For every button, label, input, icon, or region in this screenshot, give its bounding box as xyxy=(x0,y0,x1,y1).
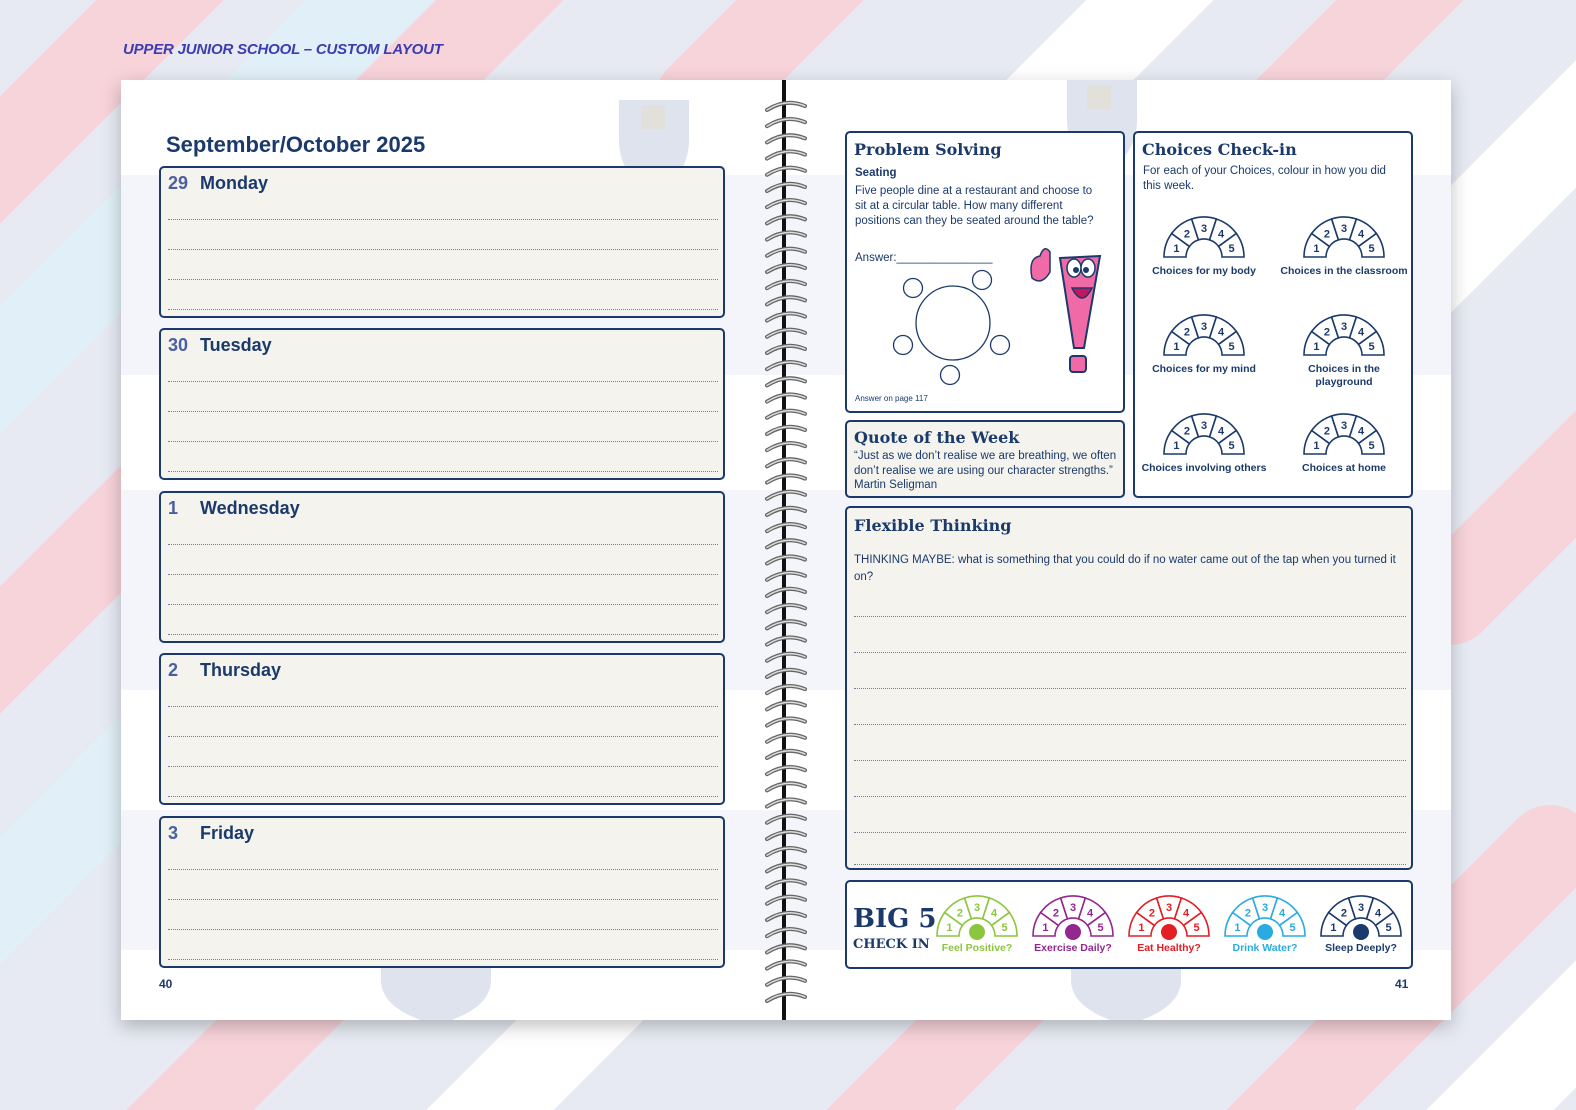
choice-label: Choices for my body xyxy=(1152,265,1256,277)
spiral-ring xyxy=(767,654,805,661)
rating-number: 2 xyxy=(1183,425,1191,438)
writing-line xyxy=(168,279,718,280)
spiral-ring xyxy=(767,362,805,369)
spiral-ring xyxy=(767,265,805,272)
spiral-ring xyxy=(767,961,805,968)
rating-number: 3 xyxy=(1340,321,1348,333)
rating-number: 5 xyxy=(1097,922,1104,935)
spiral-ring xyxy=(767,427,805,434)
spiral-ring xyxy=(767,459,805,466)
water-drop-icon xyxy=(1257,924,1273,940)
spiral-ring xyxy=(767,864,805,871)
spiral-ring xyxy=(767,492,805,499)
spiral-ring xyxy=(767,686,805,693)
spiral-ring xyxy=(767,540,805,547)
spiral-ring xyxy=(767,605,805,612)
flexible-prompt: THINKING MAYBE: what is something that you could do if no water came out of the tap when you turned it on? xyxy=(854,554,1396,583)
choice-rating-dial[interactable] xyxy=(1300,311,1388,364)
writing-line xyxy=(168,441,718,442)
spiral-ring xyxy=(767,573,805,580)
rating-number: 1 xyxy=(1173,440,1180,453)
spiral-ring xyxy=(767,346,805,353)
writing-line xyxy=(168,869,718,870)
spiral-ring xyxy=(767,735,805,742)
rating-number: 2 xyxy=(956,907,964,920)
spiral-ring xyxy=(767,232,805,239)
choice-rating-dial[interactable] xyxy=(1160,213,1248,266)
rating-number: 2 xyxy=(1148,907,1156,920)
problem-subtitle: Seating xyxy=(855,167,897,179)
spiral-ring xyxy=(767,751,805,758)
apple-icon xyxy=(1161,924,1177,940)
big5-title: BIG 5 xyxy=(853,904,937,934)
writing-line xyxy=(168,604,718,605)
writing-line xyxy=(168,219,718,220)
spiral-ring xyxy=(767,767,805,774)
spiral-ring xyxy=(767,297,805,304)
rating-number: 2 xyxy=(1244,907,1252,920)
panel-title: Choices Check-in xyxy=(1142,140,1297,159)
spiral-ring xyxy=(767,718,805,725)
rating-number: 1 xyxy=(1138,922,1145,935)
sleep-rating-dial[interactable] xyxy=(1317,892,1405,945)
day-name: Thursday xyxy=(200,660,282,680)
choice-label: Choices in the classroom xyxy=(1280,265,1408,277)
rating-number: 4 xyxy=(1217,326,1225,339)
writing-line xyxy=(854,688,1406,689)
answer-field[interactable]: Answer:_______________ xyxy=(855,252,993,264)
day-box-thursday[interactable] xyxy=(159,653,725,805)
rating-number: 3 xyxy=(1069,902,1077,914)
writing-line xyxy=(168,766,718,767)
writing-line xyxy=(854,796,1406,797)
big5-label: Eat Healthy? xyxy=(1137,942,1201,954)
big5-label: Sleep Deeply? xyxy=(1325,942,1397,954)
spiral-ring xyxy=(767,799,805,806)
spiral-ring xyxy=(767,978,805,985)
choice-rating-dial[interactable] xyxy=(1300,410,1388,463)
rating-number: 1 xyxy=(1173,341,1180,354)
rating-number: 2 xyxy=(1183,326,1191,339)
rating-number: 1 xyxy=(1173,243,1180,256)
spiral-ring xyxy=(767,621,805,628)
spiral-ring xyxy=(767,508,805,515)
writing-line xyxy=(854,652,1406,653)
rating-number: 5 xyxy=(1228,440,1235,453)
spiral-ring xyxy=(767,443,805,450)
rating-number: 4 xyxy=(1217,425,1225,438)
spiral-ring xyxy=(767,556,805,563)
day-number: 2 xyxy=(168,660,179,680)
spiral-ring xyxy=(767,475,805,482)
spiral-ring xyxy=(767,200,805,207)
panel-title: Problem Solving xyxy=(854,140,1002,159)
rating-number: 1 xyxy=(1234,922,1241,935)
spiral-ring xyxy=(767,637,805,644)
rating-number: 4 xyxy=(1374,907,1382,920)
choice-rating-dial[interactable] xyxy=(1300,213,1388,266)
page-number-left: 40 xyxy=(159,977,173,991)
rating-number: 4 xyxy=(1357,228,1365,241)
spiral-ring xyxy=(767,378,805,385)
rating-number: 3 xyxy=(1200,420,1208,432)
problem-solving-panel xyxy=(845,131,1125,413)
rating-number: 1 xyxy=(1313,243,1320,256)
spiral-ring xyxy=(767,313,805,320)
writing-line xyxy=(168,634,718,635)
writing-line xyxy=(168,411,718,412)
rating-number: 4 xyxy=(1357,425,1365,438)
spiral-ring xyxy=(767,330,805,337)
quote-text: “Just as we don’t realise we are breathing, we often don’t realise we are using our character strengths.” Martin Seligman xyxy=(854,450,1117,491)
day-box-tuesday[interactable] xyxy=(159,328,725,480)
apple-rating-dial[interactable] xyxy=(1125,892,1213,945)
big5-checkin-panel xyxy=(845,880,1413,969)
rating-number: 1 xyxy=(1330,922,1337,935)
day-number: 1 xyxy=(168,498,179,518)
thumbs-up-rating-dial[interactable] xyxy=(933,892,1021,945)
thumbs-up-icon xyxy=(969,924,985,940)
choice-rating-dial[interactable] xyxy=(1160,410,1248,463)
spiral-ring xyxy=(767,119,805,126)
choice-label: Choices in the playground xyxy=(1308,363,1380,388)
spiral-ring xyxy=(767,168,805,175)
writing-line xyxy=(168,959,718,960)
writing-line xyxy=(168,736,718,737)
rating-number: 3 xyxy=(1357,902,1365,914)
rating-number: 5 xyxy=(1368,440,1375,453)
spiral-ring xyxy=(767,929,805,936)
rating-number: 5 xyxy=(1193,922,1200,935)
choice-label: Choices at home xyxy=(1301,462,1387,474)
choice-label: Choices for my mind xyxy=(1152,363,1256,375)
spiral-ring xyxy=(767,880,805,887)
rating-number: 2 xyxy=(1340,907,1348,920)
spiral-ring xyxy=(767,589,805,596)
rating-number: 4 xyxy=(1086,907,1094,920)
day-name: Tuesday xyxy=(200,335,272,355)
rating-number: 3 xyxy=(1261,902,1269,914)
rating-number: 4 xyxy=(1217,228,1225,241)
rating-number: 3 xyxy=(1340,223,1348,235)
spiral-ring xyxy=(767,524,805,531)
spiral-ring xyxy=(767,103,805,110)
rating-number: 5 xyxy=(1289,922,1296,935)
writing-line xyxy=(854,832,1406,833)
rating-number: 3 xyxy=(1340,420,1348,432)
rating-number: 5 xyxy=(1368,243,1375,256)
spiral-ring xyxy=(767,394,805,401)
big5-subtitle: CHECK IN xyxy=(853,937,930,952)
problem-question: Five people dine at a restaurant and choose to sit at a circular table. How many different positions can they be seated around the table? xyxy=(855,185,1094,227)
day-box-wednesday[interactable] xyxy=(159,491,725,643)
layout-title: UPPER JUNIOR SCHOOL – CUSTOM LAYOUT xyxy=(123,41,443,58)
rating-number: 5 xyxy=(1228,341,1235,354)
day-name: Wednesday xyxy=(200,498,300,518)
spiral-ring xyxy=(767,411,805,418)
spiral-ring xyxy=(767,135,805,142)
round-table-diagram xyxy=(887,268,1017,393)
runner-icon xyxy=(1065,924,1081,940)
spiral-ring xyxy=(767,216,805,223)
rating-number: 3 xyxy=(1200,223,1208,235)
rating-number: 5 xyxy=(1385,922,1392,935)
writing-line xyxy=(854,616,1406,617)
spiral-ring xyxy=(767,249,805,256)
rating-number: 5 xyxy=(1001,922,1008,935)
rating-number: 5 xyxy=(1368,341,1375,354)
spiral-ring xyxy=(767,281,805,288)
rating-number: 1 xyxy=(1313,440,1320,453)
writing-line xyxy=(854,760,1406,761)
choices-checkin-panel xyxy=(1133,131,1413,498)
exclamation-mascot-icon xyxy=(1022,228,1117,388)
spiral-ring xyxy=(767,702,805,709)
sleep-icon xyxy=(1353,924,1369,940)
spiral-ring xyxy=(767,816,805,823)
rating-number: 2 xyxy=(1323,425,1331,438)
rating-number: 2 xyxy=(1323,326,1331,339)
writing-line xyxy=(854,864,1406,865)
quote-panel xyxy=(845,420,1125,498)
writing-line xyxy=(168,544,718,545)
writing-line xyxy=(168,899,718,900)
writing-line xyxy=(168,706,718,707)
rating-number: 2 xyxy=(1052,907,1060,920)
spiral-ring xyxy=(767,670,805,677)
spiral-ring xyxy=(767,184,805,191)
writing-line xyxy=(168,574,718,575)
runner-rating-dial[interactable] xyxy=(1029,892,1117,945)
rating-number: 2 xyxy=(1323,228,1331,241)
choice-label: Choices involving others xyxy=(1141,462,1267,474)
choices-intro: For each of your Choices, colour in how you did this week. xyxy=(1143,165,1386,192)
rating-number: 1 xyxy=(1313,341,1320,354)
writing-line xyxy=(168,381,718,382)
planner-spread xyxy=(121,80,1451,1020)
panel-title: Quote of the Week xyxy=(854,428,1020,447)
day-box-monday[interactable] xyxy=(159,166,725,318)
rating-number: 3 xyxy=(1165,902,1173,914)
rating-number: 1 xyxy=(1042,922,1049,935)
water-drop-rating-dial[interactable] xyxy=(1221,892,1309,945)
spiral-ring xyxy=(767,783,805,790)
spiral-ring xyxy=(767,913,805,920)
day-number: 30 xyxy=(168,335,189,355)
choice-rating-dial[interactable] xyxy=(1160,311,1248,364)
panel-title: Flexible Thinking xyxy=(854,516,1012,535)
writing-line xyxy=(168,929,718,930)
flexible-thinking-panel[interactable] xyxy=(845,506,1413,870)
big5-label: Exercise Daily? xyxy=(1034,942,1112,954)
rating-number: 1 xyxy=(946,922,953,935)
rating-number: 4 xyxy=(990,907,998,920)
writing-line xyxy=(168,249,718,250)
rating-number: 4 xyxy=(1182,907,1190,920)
writing-line xyxy=(854,724,1406,725)
page-title: September/October 2025 xyxy=(166,132,426,157)
rating-number: 3 xyxy=(1200,321,1208,333)
spiral-ring xyxy=(767,848,805,855)
writing-line xyxy=(168,471,718,472)
rating-number: 5 xyxy=(1228,243,1235,256)
big5-label: Drink Water? xyxy=(1232,942,1298,954)
day-box-friday[interactable] xyxy=(159,816,725,968)
spiral-binding xyxy=(761,96,811,1006)
writing-line xyxy=(168,309,718,310)
big5-label: Feel Positive? xyxy=(941,942,1013,954)
spiral-ring xyxy=(767,994,805,1001)
page-number-right: 41 xyxy=(1395,977,1409,991)
day-number: 29 xyxy=(168,173,189,193)
rating-number: 4 xyxy=(1357,326,1365,339)
rating-number: 3 xyxy=(973,902,981,914)
rating-number: 4 xyxy=(1278,907,1286,920)
spiral-ring xyxy=(767,151,805,158)
answer-reference: Answer on page 117 xyxy=(855,394,928,403)
day-name: Monday xyxy=(200,173,269,193)
writing-line xyxy=(168,796,718,797)
rating-number: 2 xyxy=(1183,228,1191,241)
spiral-ring xyxy=(767,897,805,904)
day-name: Friday xyxy=(200,823,255,843)
spiral-ring xyxy=(767,945,805,952)
spiral-ring xyxy=(767,832,805,839)
day-number: 3 xyxy=(168,823,179,843)
